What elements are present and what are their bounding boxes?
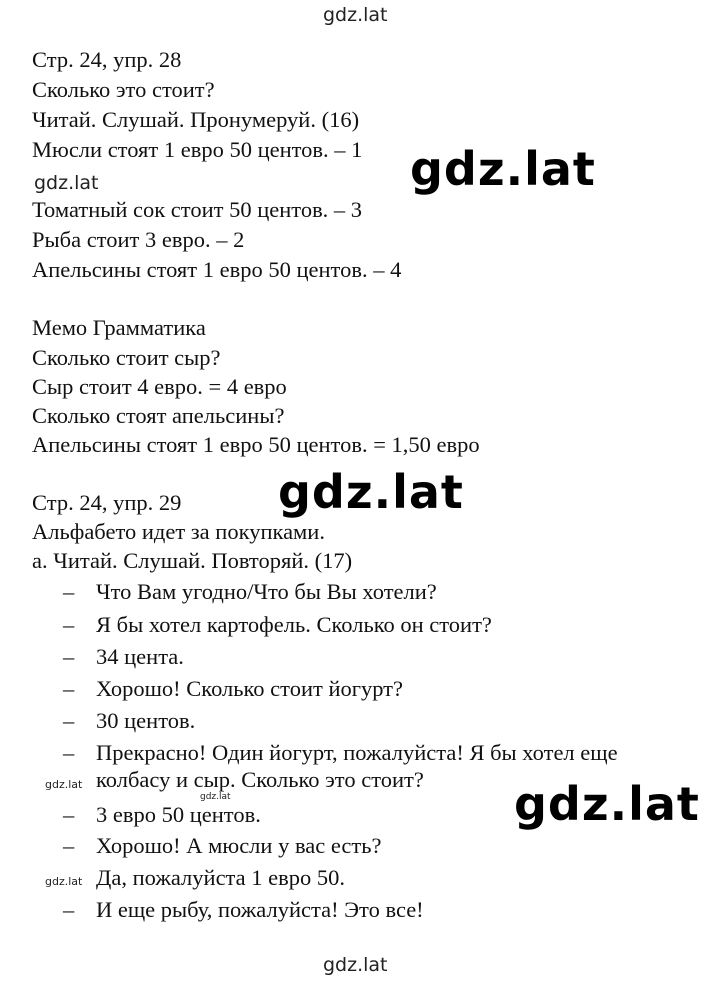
- watermark-large: gdz.lat: [410, 142, 596, 196]
- exercise-28-title: Сколько это стоит?: [32, 77, 215, 102]
- dialogue-dash: –: [63, 802, 75, 827]
- exercise-28-line: Томатный сок стоит 50 центов. – 3: [32, 197, 363, 222]
- memo-line: Сколько стоят апельсины?: [32, 403, 285, 428]
- dialogue-line: 34 цента.: [96, 644, 184, 669]
- watermark-small: gdz.lat: [34, 172, 99, 194]
- exercise-28-heading: Стр. 24, упр. 28: [32, 47, 182, 72]
- dialogue-line: 30 центов.: [96, 708, 196, 733]
- memo-line: Сколько стоит сыр?: [32, 345, 221, 370]
- exercise-29-heading: Стр. 24, упр. 29: [32, 490, 182, 515]
- dialogue-line: Хорошо! Сколько стоит йогурт?: [96, 676, 403, 701]
- dialogue-line: Хорошо! А мюсли у вас есть?: [96, 833, 382, 858]
- exercise-29-instruction: а. Читай. Слушай. Повторяй. (17): [32, 548, 353, 573]
- dialogue-dash: –: [63, 644, 75, 669]
- dialogue-line: 3 евро 50 центов.: [96, 802, 261, 827]
- memo-line: Сыр стоит 4 евро. = 4 евро: [32, 374, 287, 399]
- memo-title: Мемо Грамматика: [32, 315, 206, 340]
- exercise-28-line: Мюсли стоят 1 евро 50 центов. – 1: [32, 137, 363, 162]
- watermark-tiny: gdz.lat: [45, 875, 83, 888]
- dialogue-line: Прекрасно! Один йогурт, пожалуйста! Я бы хотел еще: [96, 740, 618, 765]
- watermark-tiny: gdz.lat: [45, 778, 83, 791]
- exercise-28-instruction: Читай. Слушай. Пронумеруй. (16): [32, 107, 360, 132]
- watermark-bottom: gdz.lat: [323, 954, 388, 976]
- dialogue-dash: –: [63, 708, 75, 733]
- dialogue-line: Да, пожалуйста 1 евро 50.: [96, 865, 346, 890]
- watermark-large: gdz.lat: [514, 777, 700, 831]
- watermark-large: gdz.lat: [278, 465, 464, 519]
- memo-line: Апельсины стоят 1 евро 50 центов. = 1,50 евро: [32, 432, 480, 457]
- dialogue-dash: –: [63, 897, 75, 922]
- exercise-28-line: Рыба стоит 3 евро. – 2: [32, 227, 245, 252]
- dialogue-dash: –: [63, 833, 75, 858]
- dialogue-line: Я бы хотел картофель. Сколько он стоит?: [96, 612, 492, 637]
- dialogue-dash: –: [63, 676, 75, 701]
- dialogue-line: Что Вам угодно/Что бы Вы хотели?: [96, 579, 437, 604]
- dialogue-line-continuation: колбасу и сыр. Сколько это стоит?: [96, 767, 424, 792]
- watermark-top: gdz.lat: [323, 4, 388, 26]
- dialogue-line: И еще рыбу, пожалуйста! Это все!: [96, 897, 424, 922]
- watermark-tiny: gdz.lat: [200, 792, 231, 802]
- exercise-28-line: Апельсины стоят 1 евро 50 центов. – 4: [32, 257, 402, 282]
- dialogue-dash: –: [63, 579, 75, 604]
- dialogue-dash: –: [63, 612, 75, 637]
- dialogue-dash: –: [63, 740, 75, 765]
- exercise-29-title: Альфабето идет за покупками.: [32, 519, 325, 544]
